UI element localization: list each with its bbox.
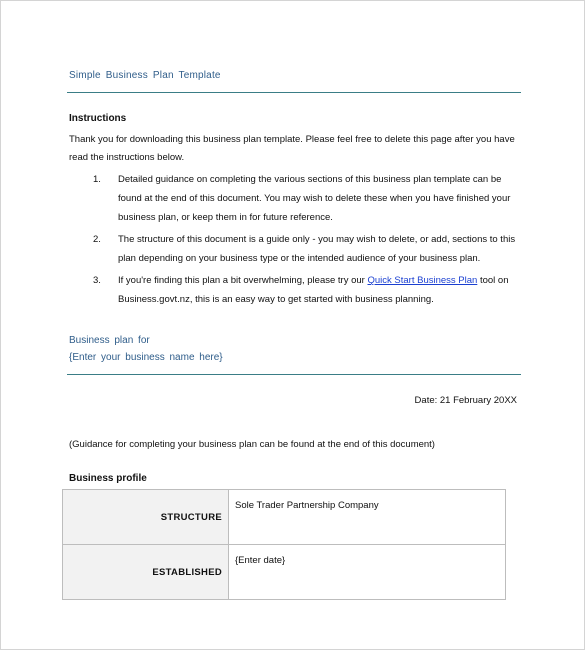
business-name-placeholder[interactable]: {Enter your business name here}: [69, 352, 223, 363]
business-plan-for-label: Business plan for: [69, 335, 150, 346]
guidance-note: (Guidance for completing your business plan can be found at the end of this document): [69, 439, 435, 450]
business-profile-heading: Business profile: [69, 473, 147, 484]
list-item-number: 3.: [93, 275, 101, 286]
list-item-text: Detailed guidance on completing the various sections of this business plan template can be found at the end of this document. You may wish to delete these when you have finished your business plan, or keep them in for future reference.: [118, 174, 511, 223]
list-item-number: 1.: [93, 174, 101, 185]
table-row: [63, 490, 506, 545]
title-divider: [67, 374, 521, 375]
list-item-number: 2.: [93, 234, 101, 245]
profile-label-structure: STRUCTURE: [63, 490, 229, 545]
quick-start-business-plan-link[interactable]: Quick Start Business Plan: [367, 275, 478, 286]
table-row: [63, 545, 506, 600]
profile-label-established: ESTABLISHED: [63, 545, 229, 600]
header-divider: [67, 92, 521, 93]
list-item: [69, 230, 521, 268]
profile-value-structure[interactable]: Sole Trader Partnership Company: [229, 490, 506, 545]
list-item: [69, 271, 521, 309]
instructions-list: [69, 170, 521, 312]
profile-value-established[interactable]: {Enter date}: [229, 545, 506, 600]
list-item-text-before: If you're finding this plan a bit overwhelming, please try our: [118, 275, 368, 286]
instructions-heading: Instructions: [69, 113, 127, 124]
document-date: Date: 21 February 20XX: [414, 395, 517, 406]
document-header-title: Simple Business Plan Template: [69, 70, 221, 81]
list-item: [69, 170, 521, 227]
list-item-text: The structure of this document is a guide only - you may wish to delete, or add, sections to this plan depending on your business type or the intended audience of your business plan.: [118, 234, 516, 264]
business-profile-table: [62, 489, 506, 600]
list-item-text: [118, 271, 521, 309]
instructions-intro: Thank you for downloading this business plan template. Please feel free to delete this page after you have read the instructions below.: [69, 134, 515, 163]
list-item-text-after: tool on Business.govt.nz, this is an easy way to get started with business planning.: [118, 275, 509, 305]
